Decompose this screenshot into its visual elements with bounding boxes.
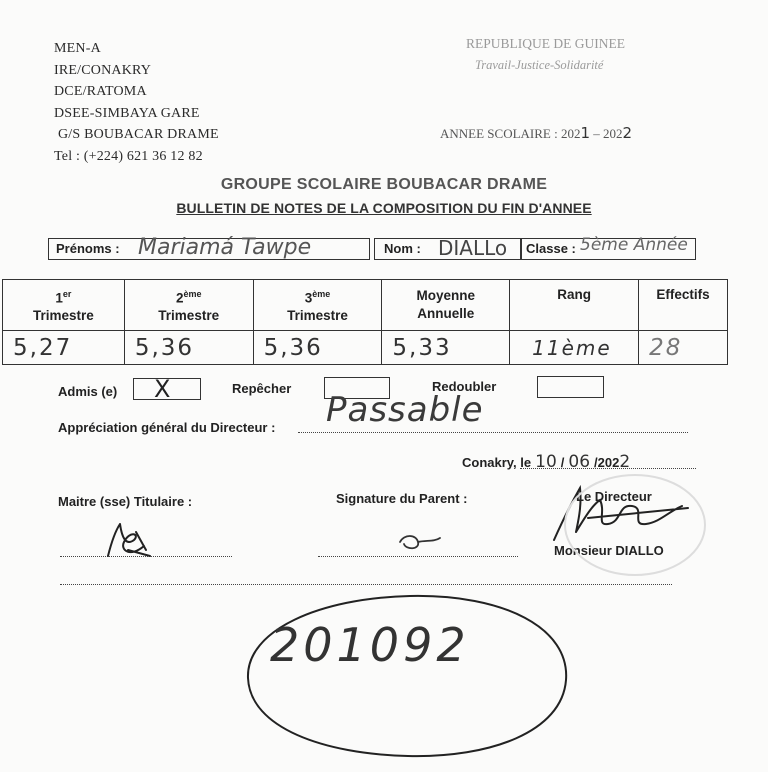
school-name-title: GROUPE SCOLAIRE BOUBACAR DRAME xyxy=(220,176,548,193)
header-trimestre-1: 1er Trimestre xyxy=(3,280,125,331)
school-year-end-digit: 2 xyxy=(622,124,633,142)
parent-signature xyxy=(396,530,446,552)
admin-line: IRE/CONAKRY xyxy=(54,62,152,78)
parent-label: Signature du Parent : xyxy=(336,491,468,506)
national-motto: Travail-Justice-Solidarité xyxy=(475,58,604,72)
date-line xyxy=(462,452,630,472)
admin-line: G/S BOUBACAR DRAME xyxy=(58,127,219,142)
appreciation-label: Appréciation général du Directeur : xyxy=(58,420,276,435)
prenoms-label: Prénoms : xyxy=(56,241,120,256)
student-identification xyxy=(48,235,696,264)
stamp-ring xyxy=(560,470,710,580)
admin-line: MEN-A xyxy=(54,41,101,56)
prenoms-value: Mariamá Tawpe xyxy=(138,235,312,260)
appreciation-value: Passable xyxy=(326,390,484,430)
admis-mark: X xyxy=(154,375,171,403)
value-trimestre-1: 5,27 xyxy=(3,331,125,365)
id-oval xyxy=(240,588,580,764)
directeur-label: Le Directeur xyxy=(576,489,652,504)
school-year-start-digit: 1 xyxy=(580,124,591,142)
id-number: 201092 xyxy=(270,618,470,672)
admin-line: DSEE-SIMBAYA GARE xyxy=(54,105,200,121)
admis-label: Admis (e) xyxy=(58,384,118,399)
date-slash: / xyxy=(560,455,565,470)
date-underline xyxy=(520,468,696,469)
grades-table xyxy=(2,279,728,365)
classe-value: 5ème Année xyxy=(580,235,688,255)
directeur-signature-line xyxy=(60,584,672,585)
grades-header-row xyxy=(3,280,728,331)
date-year-prefix: /202 xyxy=(594,455,620,470)
header-moyenne-annuelle: Moyenne Annuelle xyxy=(382,280,510,331)
maitre-label: Maitre (sse) Titulaire : xyxy=(58,494,193,509)
date-year-digit: 2 xyxy=(619,452,631,472)
header-rang: Rang xyxy=(510,280,639,331)
classe-label: Classe : xyxy=(526,241,576,256)
nom-value: DIALLo xyxy=(438,236,508,260)
redoubler-label: Redoubler xyxy=(432,379,497,394)
bulletin-title: BULLETIN DE NOTES DE LA COMPOSITION DU FIN D'ANNEE xyxy=(176,200,592,216)
value-moyenne-annuelle: 5,33 xyxy=(382,331,510,365)
school-year xyxy=(440,124,632,142)
nom-label: Nom : xyxy=(384,241,421,256)
phone-number: Tel : (+224) 621 36 12 82 xyxy=(54,148,203,164)
parent-signature-line xyxy=(318,556,518,557)
date-day: 10 xyxy=(535,452,557,472)
date-month: 06 xyxy=(568,452,591,472)
header-trimestre-2: 2ème Trimestre xyxy=(124,280,253,331)
appreciation-line xyxy=(298,432,688,433)
value-rang: 11ème xyxy=(510,331,639,365)
administrative-header xyxy=(54,38,219,167)
repecher-label: Repêcher xyxy=(232,381,292,396)
date-prefix: Conakry, le xyxy=(462,455,532,470)
republic-title: REPUBLIQUE DE GUINEE xyxy=(466,36,625,51)
header-effectifs: Effectifs xyxy=(639,280,728,331)
value-effectifs: 28 xyxy=(639,331,728,365)
header-trimestre-3: 3ème Trimestre xyxy=(253,280,382,331)
admin-line: DCE/RATOMA xyxy=(54,84,147,99)
redoubler-checkbox xyxy=(537,376,604,398)
school-year-label: ANNEE SCOLAIRE : 202 xyxy=(440,126,581,141)
school-year-separator: – 202 xyxy=(590,126,623,141)
value-trimestre-2: 5,36 xyxy=(124,331,253,365)
directeur-name: Monsieur DIALLO xyxy=(554,543,664,558)
value-trimestre-3: 5,36 xyxy=(253,331,382,365)
grades-value-row xyxy=(3,331,728,365)
maitre-signature xyxy=(100,520,162,562)
